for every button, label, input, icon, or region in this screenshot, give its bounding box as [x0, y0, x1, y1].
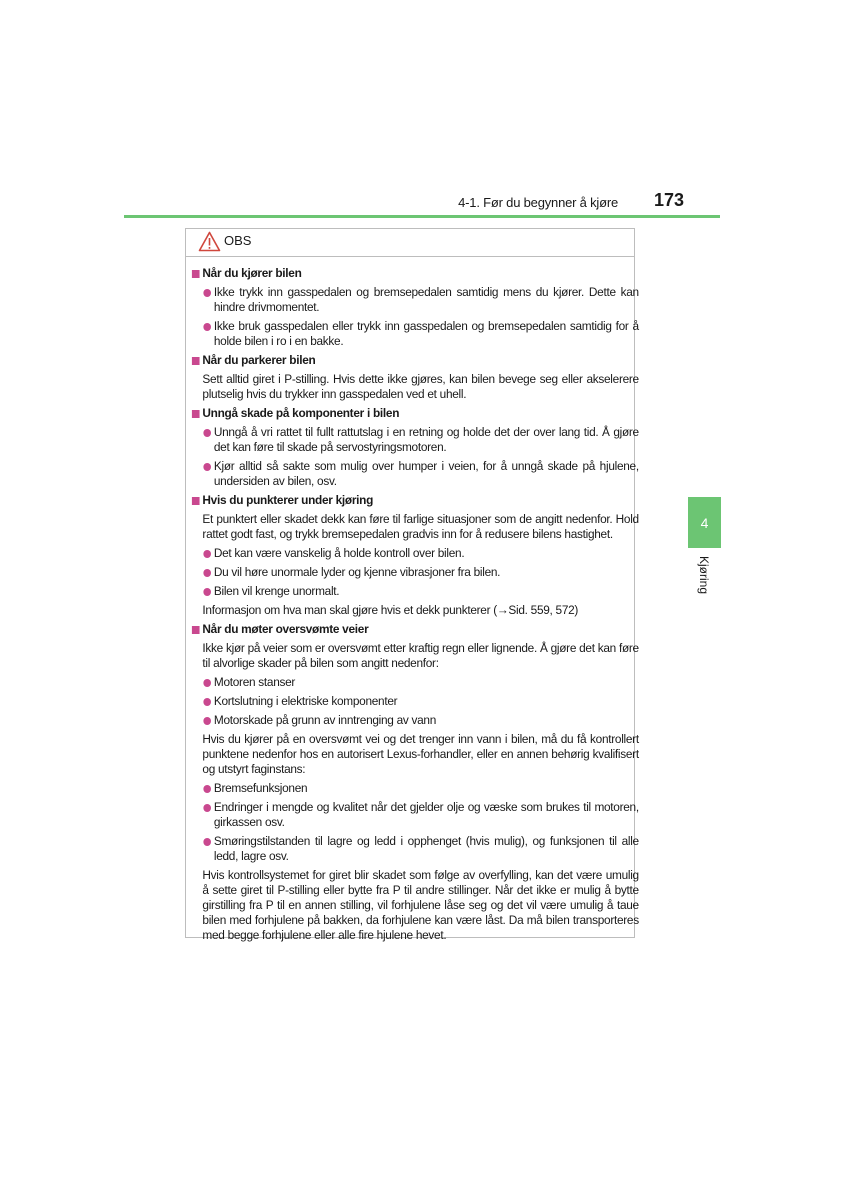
caution-content: [190, 266, 639, 947]
caution-label: OBS: [224, 233, 252, 248]
square-bullet-icon: [192, 270, 200, 278]
header-divider: [124, 215, 720, 218]
list-item: Kjør alltid så sakte som mulig over humper i veien, for å unngå skade på hjulene, undersiden av bilen, osv.: [190, 459, 639, 489]
bullet-dot-icon: [203, 323, 211, 331]
list-item: Unngå å vri rattet til fullt rattutslag i en retning og holde det der over lang tid. Å gjøre det kan føre til skade på servostyringsmotoren.: [190, 425, 639, 455]
bullet-dot-icon: [203, 550, 211, 558]
bullet-dot-icon: [203, 588, 211, 596]
square-bullet-icon: [192, 497, 200, 505]
bullet-dot-icon: [203, 429, 211, 437]
bullet-dot-icon: [203, 289, 211, 297]
section-heading: Når du møter oversvømte veier: [190, 622, 639, 637]
caution-box: [185, 228, 639, 942]
square-bullet-icon: [192, 410, 200, 418]
section-title: 4-1. Før du begynner å kjøre: [458, 195, 618, 210]
bullet-dot-icon: [203, 838, 211, 846]
bullet-dot-icon: [203, 679, 211, 687]
bullet-dot-icon: [203, 717, 211, 725]
list-item: Det kan være vanskelig å holde kontroll over bilen.: [190, 546, 639, 561]
section-heading: Unngå skade på komponenter i bilen: [190, 406, 639, 421]
chapter-label: Kjøring: [697, 556, 711, 595]
section-heading: Når du parkerer bilen: [190, 353, 639, 368]
square-bullet-icon: [192, 626, 200, 634]
page-header: [0, 0, 848, 220]
bullet-dot-icon: [203, 569, 211, 577]
list-item: Endringer i mengde og kvalitet når det gjelder olje og væske som brukes til motoren, girkassen osv.: [190, 800, 639, 830]
chapter-tab: [688, 497, 721, 548]
list-item: Ikke bruk gasspedalen eller trykk inn gasspedalen og bremsepedalen samtidig for å holde bilen i ro i en bakke.: [190, 319, 639, 349]
paragraph: Hvis du kjører på en oversvømt vei og det trenger inn vann i bilen, må du få kontrollert punktene nedenfor hos en autorisert Lexus-forhandler, eller en annen behørig kvalifisert og utstyrt faginstans:: [202, 732, 639, 776]
bullet-dot-icon: [203, 785, 211, 793]
caution-header: [186, 229, 634, 257]
paragraph: Hvis kontrollsystemet for giret blir skadet som følge av overfylling, kan det være umulig å sette giret til P-stilling eller bytte fra P til andre stillinger. Når det ikke er mulig å bytte girstilling fra P til en annen stilling, vil forhjulene låse seg og det vil være umulig å taue bilen med forhjulene på bakken, da forhjulene kan være låst. Da må bilen transporteres med begge forhjulene eller alle fire hjulene hevet.: [202, 868, 639, 942]
page-number: 173: [654, 190, 685, 210]
list-item: Ikke trykk inn gasspedalen og bremsepedalen samtidig mens du kjører. Dette kan hindre drivmomentet.: [190, 285, 639, 315]
paragraph: Ikke kjør på veier som er oversvømt etter kraftig regn eller lignende. Å gjøre det kan føre til alvorlige skader på bilen som angitt nedenfor:: [202, 641, 639, 670]
list-item: Bremsefunksjonen: [190, 781, 639, 796]
bullet-dot-icon: [203, 698, 211, 706]
list-item: Kortslutning i elektriske komponenter: [190, 694, 639, 709]
bullet-dot-icon: [203, 463, 211, 471]
paragraph: Sett alltid giret i P-stilling. Hvis dette ikke gjøres, kan bilen bevege seg eller akselerere plutselig hvis du trykker inn gasspedalen ved et uhell.: [202, 372, 639, 401]
section-heading: Når du kjører bilen: [190, 266, 639, 281]
paragraph: Et punktert eller skadet dekk kan føre til farlige situasjoner som de angitt nedenfor. Hold rattet godt fast, og trykk bremsepedalen gradvis inn for å redusere bilens hastighet.: [202, 512, 639, 541]
bullet-dot-icon: [203, 804, 211, 812]
list-item: Smøringstilstanden til lagre og ledd i opphenget (hvis mulig), og funksjonen til alle ledd, lagre osv.: [190, 834, 639, 864]
square-bullet-icon: [192, 357, 200, 365]
reference-text: Informasjon om hva man skal gjøre hvis et dekk punkterer (→Sid. 559, 572): [202, 603, 579, 617]
list-item: Motorskade på grunn av inntrenging av vann: [190, 713, 639, 728]
warning-triangle-icon: [198, 231, 221, 252]
section-heading: Hvis du punkterer under kjøring: [190, 493, 639, 508]
list-item: Bilen vil krenge unormalt.: [190, 584, 639, 599]
list-item: Du vil høre unormale lyder og kjenne vibrasjoner fra bilen.: [190, 565, 639, 580]
chapter-number: 4: [700, 514, 709, 531]
list-item: Motoren stanser: [190, 675, 639, 690]
